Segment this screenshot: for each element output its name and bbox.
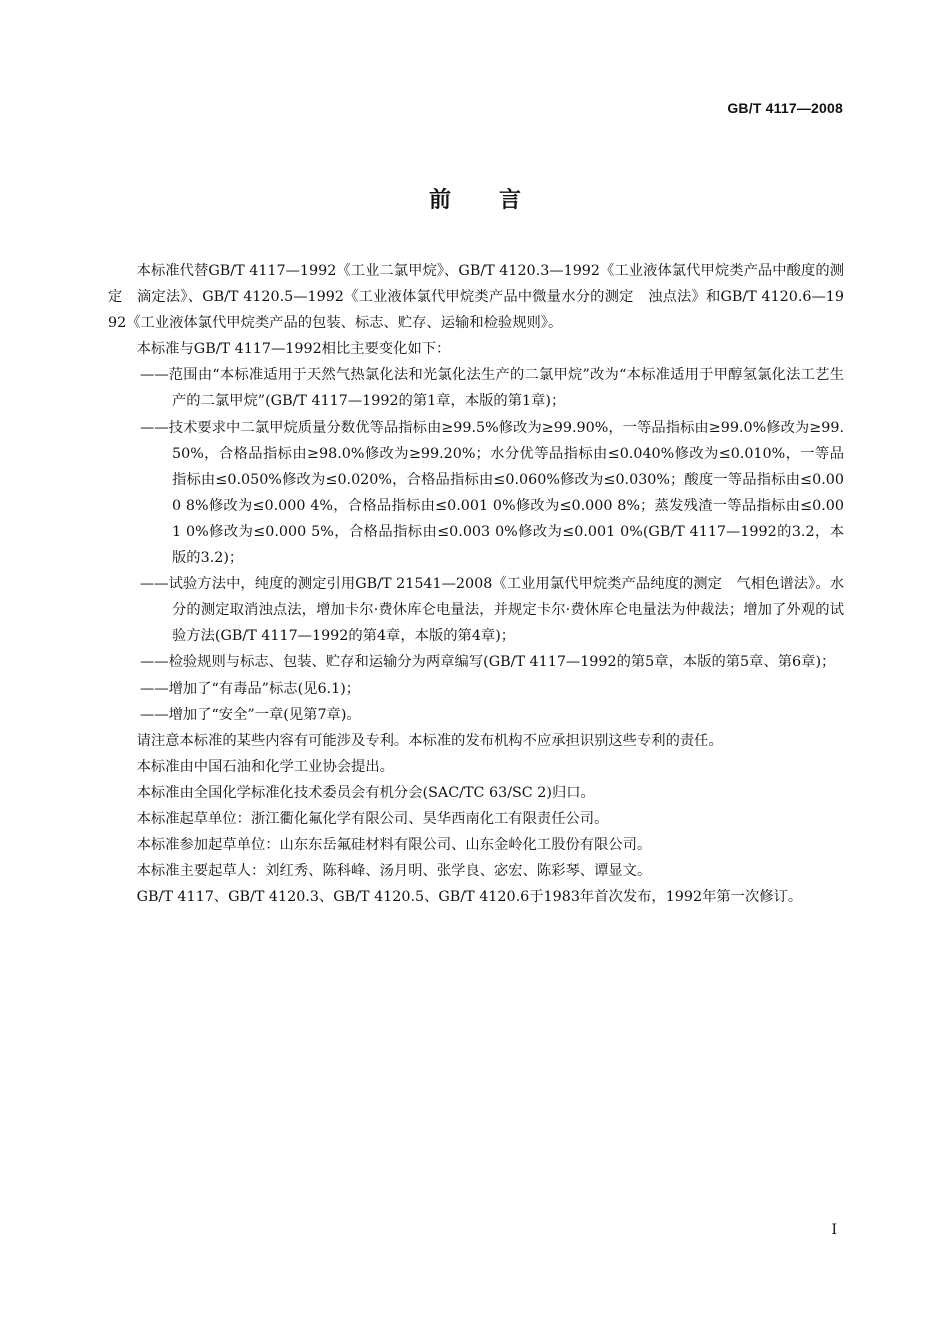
paragraph-changes-intro: 本标准与GB/T 4117—1992相比主要变化如下：	[136, 341, 451, 358]
paragraph-drafting-units: 本标准起草单位：浙江衢化氟化学有限公司、昊华西南化工有限责任公司。	[136, 810, 609, 827]
standard-code: GB/T 4117—2008	[727, 100, 843, 116]
page-title: 前言	[428, 188, 569, 213]
paragraph-replaces: 本标准代替GB/T 4117—1992《工业二氯甲烷》、GB/T 4120.3—1992《工业液体氯代甲烷类产品中酸度的测定 滴定法》、GB/T 4120.5—1992《工业液体氯代甲烷类产品中微量水分的测定 浊点法》和GB/T 4120.6—1992《工业液体氯代甲烷类产品的包装、标志、贮存、运输和检验规则》。	[108, 263, 844, 332]
paragraph-proposed-by: 本标准由中国石油和化学工业协会提出。	[136, 758, 394, 775]
change-item-toxic-mark: ——增加了“有毒品”标志(见6.1)；	[140, 680, 361, 697]
change-item-inspection-rules: ——检验规则与标志、包装、贮存和运输分为两章编写(GB/T 4117—1992的第5章，本版的第5章、第6章)；	[140, 654, 836, 671]
paragraph-publication-history: GB/T 4117、GB/T 4120.3、GB/T 4120.5、GB/T 4120.6于1983年首次发布，1992年第一次修订。	[136, 889, 803, 906]
paragraph-drafters: 本标准主要起草人：刘红秀、陈科峰、汤月明、张学良、宓宏、陈彩琴、谭显文。	[136, 863, 652, 880]
page-number: I	[831, 1222, 837, 1238]
change-item-test-methods: ——试验方法中，纯度的测定引用GB/T 21541—2008《工业用氯代甲烷类产品纯度的测定 气相色谱法》。水分的测定取消浊点法，增加卡尔·费休库仑电量法，并规定卡尔·费休库仑电量法为仲裁法；增加了外观的试验方法(GB/T 4117—1992的第4章，本版的第4章)；	[140, 576, 844, 645]
change-item-technical-requirements: ——技术要求中二氯甲烷质量分数优等品指标由≥99.5%修改为≥99.90%，一等品指标由≥99.0%修改为≥99.50%，合格品指标由≥98.0%修改为≥99.20%；水分优等品指标由≤0.040%修改为≤0.010%，一等品指标由≤0.050%修改为≤0.020%，合格品指标由≤0.060%修改为≤0.030%；酸度一等品指标由≤0.000 8%修改为≤0.000 4%，合格品指标由≤0.001 0%修改为≤0.000 8%；蒸发残渣一等品指标由≤0.001 0%修改为≤0.000 5%，合格品指标由≤0.003 0%修改为≤0.001 0%(GB/T 4117—1992的3.2，本版的3.2)；	[140, 419, 844, 567]
paragraph-participating-units: 本标准参加起草单位：山东东岳氟硅材料有限公司、山东金岭化工股份有限公司。	[136, 837, 652, 854]
change-item-safety-chapter: ——增加了“安全”一章(见第7章)。	[140, 706, 361, 723]
foreword-body	[108, 258, 844, 910]
paragraph-patent-notice: 请注意本标准的某些内容有可能涉及专利。本标准的发布机构不应承担识别这些专利的责任。	[136, 732, 723, 749]
change-item-scope: ——范围由“本标准适用于天然气热氯化法和光氯化法生产的二氯甲烷”改为“本标准适用于甲醇氢氯化法工艺生产的二氯甲烷”(GB/T 4117—1992的第1章，本版的第1章)；	[140, 367, 844, 410]
paragraph-technical-committee: 本标准由全国化学标准化技术委员会有机分会(SAC/TC 63/SC 2)归口。	[136, 784, 595, 801]
